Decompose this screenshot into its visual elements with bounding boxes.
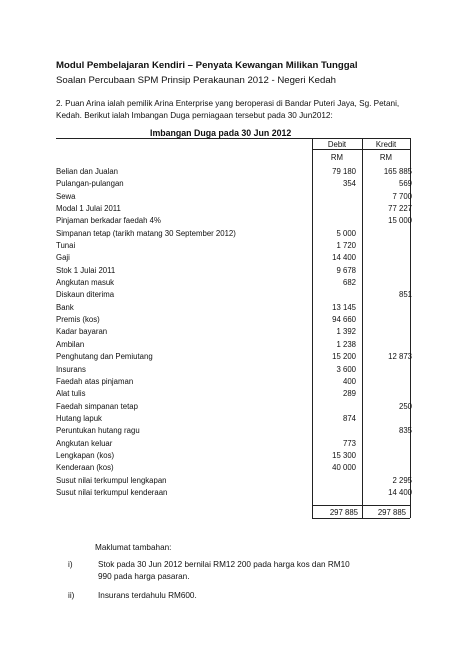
account-name: Belian dan Jualan — [56, 167, 118, 176]
account-name: Kadar bayaran — [56, 327, 108, 337]
debit-amount: 1 238 — [336, 339, 356, 349]
account-name: Faedah simpanan tetap — [56, 401, 138, 411]
credit-column-header: Kredit — [375, 140, 397, 149]
trial-balance-title: Imbangan Duga pada 30 Jun 2012 — [150, 128, 292, 138]
debit-amount: 15 200 — [332, 352, 356, 362]
debit-amount: 94 660 — [332, 315, 356, 325]
account-name: Tunai — [56, 241, 76, 251]
account-name: Premis (kos) — [56, 315, 100, 325]
table-row — [56, 339, 410, 351]
credit-amount: 165 885 — [383, 167, 412, 176]
debit-amount: 1 720 — [336, 241, 356, 251]
table-row — [56, 166, 410, 178]
credit-amount: 2 295 — [392, 475, 412, 485]
table-row — [56, 388, 410, 400]
note-number: i) — [68, 560, 73, 569]
debit-amount: 14 400 — [332, 253, 356, 263]
table-row — [56, 302, 410, 314]
table-row — [56, 265, 410, 277]
table-row — [56, 228, 410, 240]
table-row — [56, 401, 410, 413]
account-name: Hutang lapuk — [56, 413, 102, 423]
table-row — [56, 487, 410, 499]
debit-amount: 354 — [342, 179, 356, 189]
table-row — [56, 425, 410, 437]
account-name: Peruntukan hutang ragu — [56, 426, 140, 436]
debit-amount: 1 392 — [336, 327, 356, 337]
table-row — [56, 450, 410, 462]
credit-amount: 14 400 — [388, 487, 412, 497]
account-name: Diskaun diterima — [56, 290, 115, 300]
table-row — [56, 314, 410, 326]
total-bottom-rule — [312, 518, 410, 519]
debit-amount: 5 000 — [336, 228, 356, 238]
account-name: Stok 1 Julai 2011 — [56, 265, 116, 275]
table-row — [56, 376, 410, 388]
account-name: Penghutang dan Pemiutang — [56, 352, 153, 362]
debit-amount: 3 600 — [336, 364, 356, 374]
credit-unit: RM — [379, 153, 393, 162]
table-row — [56, 351, 410, 363]
note-item — [56, 559, 376, 585]
debit-amount: 400 — [342, 376, 356, 386]
credit-amount: 12 873 — [388, 352, 412, 362]
total-credit: 297 885 — [377, 508, 406, 517]
note-text: Stok pada 30 Jun 2012 bernilai RM12 200 pada harga kos dan RM10 990 pada harga pasaran. — [98, 560, 350, 581]
note-item — [56, 590, 376, 604]
question-intro: 2. Puan Arina ialah pemilik Arina Enterprise yang beroperasi di Bandar Puteri Jaya, Sg. Petani, Kedah. Berikut ialah Imbangan Duga perniagaan tersebut pada 30 Jun2012: — [56, 99, 400, 120]
account-name: Pinjaman berkadar faedah 4% — [56, 216, 161, 226]
account-name: Susut nilai terkumpul kenderaan — [56, 487, 168, 497]
table-row — [56, 203, 410, 215]
debit-amount: 15 300 — [332, 450, 356, 460]
table-top-rule — [56, 138, 410, 139]
debit-amount: 13 145 — [332, 302, 356, 312]
debit-amount: 773 — [342, 438, 356, 448]
account-name: Simpanan tetap (tarikh matang 30 September 2012) — [56, 228, 236, 238]
account-name: Angkutan masuk — [56, 278, 115, 288]
total-top-rule — [312, 505, 410, 506]
account-name: Pulangan-pulangan — [56, 179, 124, 189]
account-name: Kenderaan (kos) — [56, 463, 114, 473]
account-name: Sewa — [56, 191, 76, 201]
account-name: Insurans — [56, 364, 86, 374]
document-subtitle: Soalan Percubaan SPM Prinsip Perakaunan 2012 - Negeri Kedah — [56, 75, 336, 86]
account-name: Alat tulis — [56, 389, 86, 399]
debit-amount: 40 000 — [332, 463, 356, 473]
table-row — [56, 475, 410, 487]
account-name: Lengkapan (kos) — [56, 450, 115, 460]
credit-amount: 851 — [398, 290, 412, 300]
trial-balance-rows — [56, 166, 410, 499]
credit-amount: 835 — [398, 426, 412, 436]
document-title: Modul Pembelajaran Kendiri – Penyata Kewangan Milikan Tunggal — [56, 60, 358, 71]
credit-amount: 7 700 — [392, 191, 412, 201]
table-row — [56, 462, 410, 474]
debit-amount: 874 — [342, 413, 356, 423]
debit-column-header: Debit — [327, 140, 347, 149]
table-row — [56, 277, 410, 289]
table-row — [56, 191, 410, 203]
notes-heading: Maklumat tambahan: — [95, 543, 172, 552]
column-header-rule — [312, 149, 410, 150]
debit-amount: 79 180 — [332, 167, 356, 176]
table-row — [56, 438, 410, 450]
account-name: Angkutan keluar — [56, 438, 113, 448]
table-row — [56, 178, 410, 190]
debit-amount: 682 — [342, 278, 356, 288]
debit-unit: RM — [330, 153, 344, 162]
account-name: Ambilan — [56, 339, 85, 349]
credit-amount: 15 000 — [388, 216, 412, 226]
credit-amount: 569 — [398, 179, 412, 189]
debit-amount: 9 678 — [336, 265, 356, 275]
total-debit: 297 885 — [329, 508, 358, 517]
note-number: ii) — [68, 591, 75, 600]
table-row — [56, 252, 410, 264]
table-row — [56, 240, 410, 252]
table-row — [56, 413, 410, 425]
note-text: Insurans terdahulu RM600. — [98, 591, 197, 600]
debit-amount: 289 — [342, 389, 356, 399]
table-row — [56, 215, 410, 227]
table-row — [56, 289, 410, 301]
account-name: Modal 1 Julai 2011 — [56, 204, 121, 214]
table-row — [56, 364, 410, 376]
table-row — [56, 326, 410, 338]
account-name: Susut nilai terkumpul lengkapan — [56, 475, 167, 485]
account-name: Faedah atas pinjaman — [56, 376, 134, 386]
credit-amount: 250 — [398, 401, 412, 411]
credit-amount: 77 227 — [388, 204, 412, 214]
account-name: Bank — [56, 302, 74, 312]
account-name: Gaji — [56, 253, 70, 263]
